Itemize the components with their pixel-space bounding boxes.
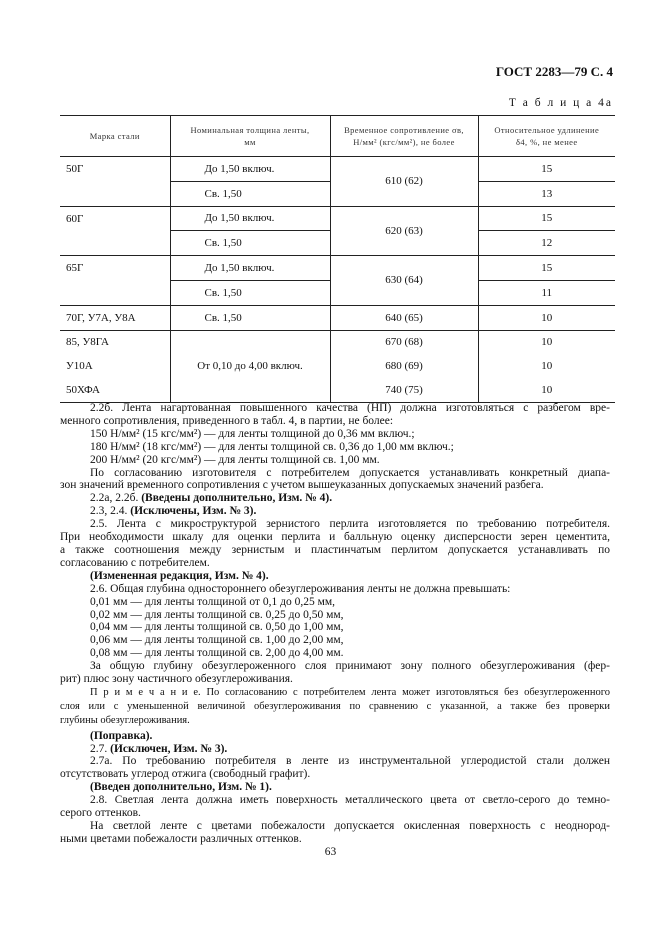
grade-cell: 85, У8ГА bbox=[66, 336, 109, 349]
document-header: ГОСТ 2283—79 С. 4 bbox=[495, 64, 613, 79]
note-line: слоя или с уменьшенной величиной обезуглероживания по сравнению с указанной, а также без проверки bbox=[60, 700, 610, 712]
list-item: 0,04 мм — для ленты толщиной св. 0,50 до 1,00 мм, bbox=[90, 621, 344, 634]
paragraph-line: 2.5. Лента с микроструктурой зернистого перлита изготовляется по требованию потребителя. bbox=[90, 518, 610, 531]
note-line: П р и м е ч а н и е. По согласованию с потребителем лента может изготовляться без обезуглероженного bbox=[90, 686, 610, 698]
elongation-cell: 12 bbox=[478, 231, 615, 256]
amendment-note: (Введен дополнительно, Изм. № 1). bbox=[90, 781, 272, 794]
list-item: 0,08 мм — для ленты толщиной св. 2,00 до 4,00 мм. bbox=[90, 647, 344, 660]
table-row bbox=[60, 305, 615, 330]
strength-cell: 680 (69) bbox=[330, 354, 478, 378]
note-line: глубины обезуглероживания. bbox=[60, 714, 190, 726]
list-item: 0,06 мм — для ленты толщиной св. 1,00 до 2,00 мм, bbox=[90, 634, 344, 647]
elongation-cell: 13 bbox=[478, 181, 615, 206]
strength-cell: 640 (65) bbox=[330, 305, 478, 330]
elongation-cell: 11 bbox=[478, 280, 615, 305]
thickness-cell: Св. 1,50 bbox=[170, 231, 330, 256]
table-caption: Т а б л и ц а 4а bbox=[508, 97, 613, 109]
grade-cell: У10А bbox=[66, 360, 93, 373]
paragraph-line: 2.6. Общая глубина одностороннего обезуглероживания ленты не должна превышать: bbox=[90, 582, 511, 595]
document-body bbox=[60, 402, 610, 846]
paragraph-line: менного сопротивления, приведенного в табл. 4, в партии, не более: bbox=[60, 414, 394, 427]
paragraph-line: 2.2б. Лента нагартованная повышенного качества (НП) должна изготовляться с разбегом вре- bbox=[90, 402, 610, 414]
thickness-cell: До 1,50 включ. bbox=[170, 157, 330, 182]
paragraph-line: согласованию с потребителем. bbox=[60, 556, 210, 569]
table-row bbox=[60, 256, 615, 281]
elongation-cell: 10 bbox=[478, 305, 615, 330]
header-elongation: Относительное удлинение δ4, %, не менее bbox=[478, 116, 615, 157]
properties-table bbox=[60, 115, 615, 403]
elongation-cell: 10 bbox=[478, 378, 615, 402]
list-item: 0,02 мм — для ленты толщиной св. 0,25 до 0,50 мм, bbox=[90, 608, 344, 621]
thickness-cell: До 1,50 включ. bbox=[170, 256, 330, 281]
paragraph-line: 2.8. Светлая лента должна иметь поверхность металлического цвета от светло-серого до темно- bbox=[90, 794, 610, 807]
list-item: 150 Н/мм² (15 кгс/мм²) — для ленты толщиной до 0,36 мм включ.; bbox=[90, 427, 415, 440]
table-row bbox=[60, 378, 615, 402]
paragraph-line: отсутствовать углерод отжига (свободный графит). bbox=[60, 768, 311, 781]
elongation-cell: 15 bbox=[478, 256, 615, 281]
thickness-cell: Св. 1,50 bbox=[170, 305, 330, 330]
thickness-cell: До 1,50 включ. bbox=[170, 206, 330, 231]
table-row bbox=[60, 330, 615, 354]
header-tensile-strength: Временное сопротивление σв, Н/мм² (кгс/мм²), не более bbox=[330, 116, 478, 157]
strength-cell: 610 (62) bbox=[330, 157, 478, 207]
paragraph-line: По согласованию изготовителя с потребителем допускается устанавливать конкретный диапа- bbox=[90, 466, 610, 479]
paragraph-line: На светлой ленте с цветами побежалости допускается окисленная поверхность с неоднород- bbox=[90, 820, 610, 832]
grade-cell: 70Г, У7А, У8А bbox=[60, 305, 170, 330]
paragraph-line: а также соотношения между зернистым и пластинчатым перлитом допускается устанавливать по bbox=[60, 543, 610, 556]
paragraph-line: При необходимости шкалу для оценки перлита и балльную оценку дисперсности зерен цементита, bbox=[60, 531, 610, 544]
grade-cell: 50Г bbox=[60, 157, 170, 207]
paragraph-line: За общую глубину обезуглероженного слоя принимают зону полного обезуглероживания (фер- bbox=[90, 660, 610, 673]
paragraph-line: рит) плюс зону частичного обезуглероживания. bbox=[60, 673, 293, 686]
thickness-cell: От 0,10 до 4,00 включ. bbox=[170, 330, 330, 402]
amendment-note: 2.7. (Исключен, Изм. № 3). bbox=[90, 742, 228, 755]
elongation-cell: 10 bbox=[478, 330, 615, 354]
amendment-note: 2.3, 2.4. (Исключены, Изм. № 3). bbox=[90, 505, 257, 518]
header-steel-grade: Марка стали bbox=[60, 116, 170, 157]
paragraph-line: серого оттенков. bbox=[60, 807, 141, 820]
amendment-note: 2.2а, 2.2б. (Введены дополнительно, Изм. № 4). bbox=[90, 492, 333, 505]
paragraph-line: 2.7а. По требованию потребителя в ленте из инструментальной углеродистой стали должен bbox=[90, 755, 610, 768]
table-row bbox=[60, 157, 615, 182]
amendment-note: (Измененная редакция, Изм. № 4). bbox=[90, 569, 269, 582]
grade-cell: 65Г bbox=[60, 256, 170, 306]
amendment-note: (Поправка). bbox=[90, 729, 153, 742]
thickness-cell: Св. 1,50 bbox=[170, 181, 330, 206]
thickness-cell: Св. 1,50 bbox=[170, 280, 330, 305]
elongation-cell: 15 bbox=[478, 206, 615, 231]
table-row bbox=[60, 354, 615, 378]
list-item: 180 Н/мм² (18 кгс/мм²) — для ленты толщиной св. 0,36 до 1,00 мм включ.; bbox=[90, 440, 454, 453]
grade-cell: 50ХФА bbox=[60, 378, 170, 402]
elongation-cell: 15 bbox=[478, 157, 615, 182]
strength-cell: 740 (75) bbox=[330, 378, 478, 402]
list-item: 0,01 мм — для ленты толщиной от 0,1 до 0,25 мм, bbox=[90, 595, 335, 608]
strength-cell: 620 (63) bbox=[330, 206, 478, 256]
paragraph-line: ными цветами побежалости различных оттенков. bbox=[60, 832, 302, 845]
elongation-cell: 10 bbox=[478, 354, 615, 378]
list-item: 200 Н/мм² (20 кгс/мм²) — для ленты толщиной св. 1,00 мм. bbox=[90, 453, 380, 466]
paragraph-line: зон значений временного сопротивления с учетом вышеуказанных допускаемых значений разбега. bbox=[60, 479, 544, 492]
table-row bbox=[60, 206, 615, 231]
strength-cell: 630 (64) bbox=[330, 256, 478, 306]
strength-cell: 670 (68) bbox=[330, 330, 478, 354]
grade-cell: 60Г bbox=[60, 206, 170, 256]
page-number: 63 bbox=[324, 846, 337, 858]
table-header-row bbox=[60, 116, 615, 157]
header-thickness: Номинальная толщина ленты, мм bbox=[170, 116, 330, 157]
